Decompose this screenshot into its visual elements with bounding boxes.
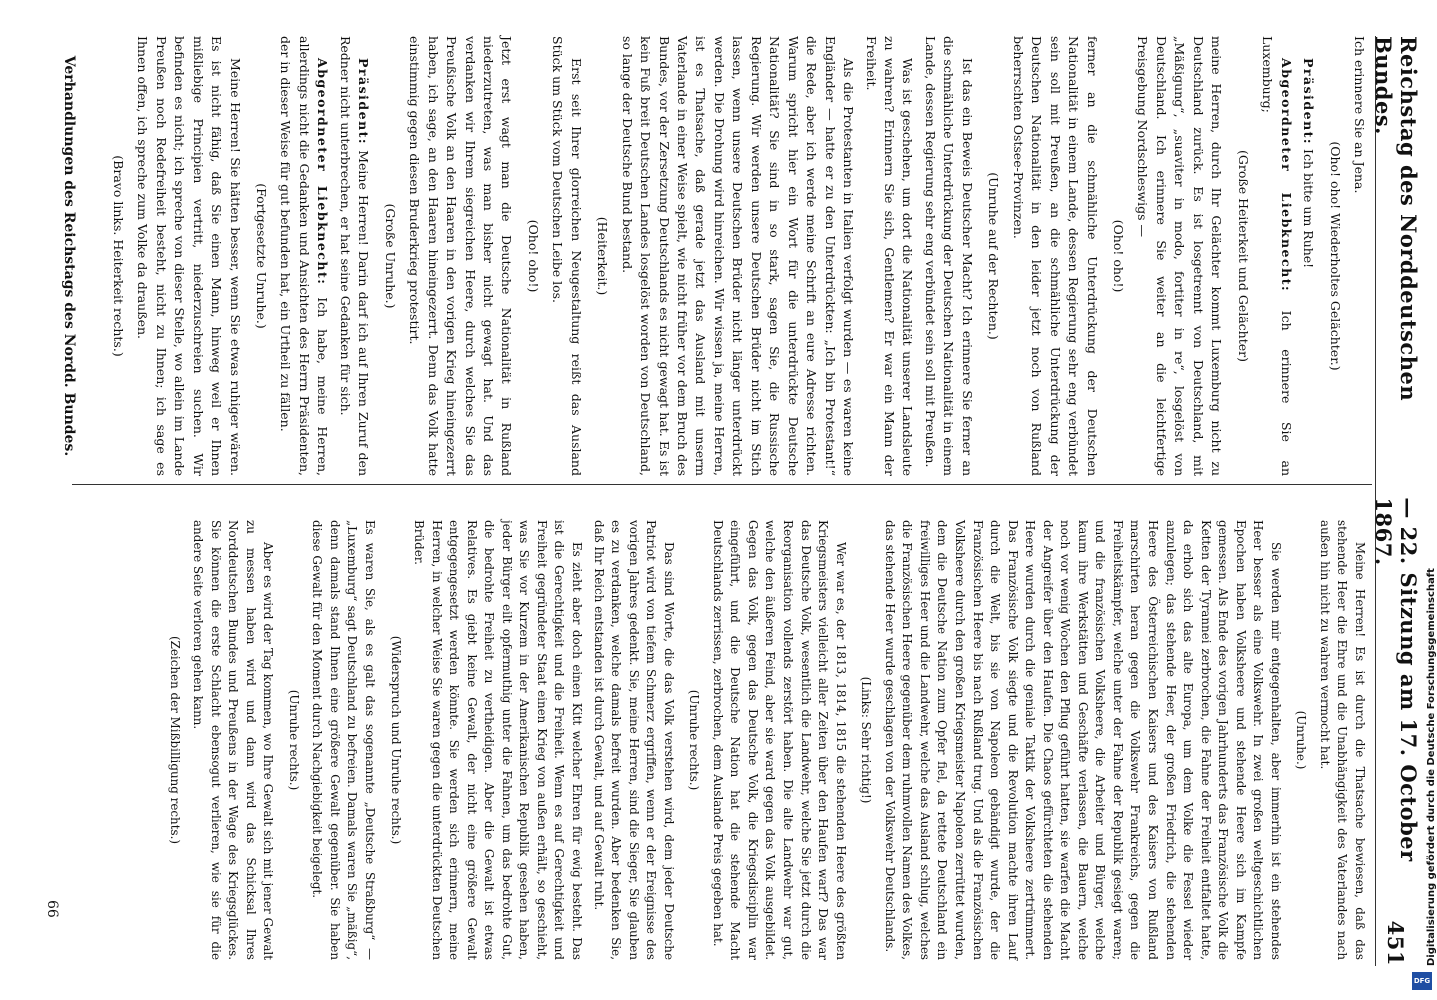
speech-text: Ich erinnere Sie an Luxemburg; xyxy=(1260,36,1294,476)
stage-direction: (Zeichen der Mißbilligung rechts.) xyxy=(167,635,182,845)
stage-direction: (Heiterkeit.) xyxy=(595,216,611,296)
stage-direction: (Widerspruch und Unruhe rechts.) xyxy=(388,635,403,845)
speaker-name: Präsident: xyxy=(1301,58,1317,146)
signature-line: Verhandlungen des Reichstags des Nordd. Bundes. xyxy=(61,55,77,457)
stage-direction: (Große Heiterkeit und Gelächter) xyxy=(1235,150,1251,362)
stage-direction: (Unruhe rechts.) xyxy=(687,689,702,791)
speech-text: Meine Herren! Darin darf ich auf Ihren Zuruf den Redner nicht unterbrechen, er hat seine Gedanken für sich. xyxy=(337,36,372,476)
paragraph: Es zieht aber doch einen Kitt welcher Ehren für ewig besteht. Das ist die Gerechtigkeit und die Freiheit. Wenn es auf Gerechtigkeit und Freiheit gegründeter Staat einen Krieg von außen erhält, so geschieht, was Sie vor Kurzem in der Amerikanischen Republik gesehen haben, jeder Bürger eilt opfermuthig unter die Fahnen, um das bedrohte Gut, die bedrohte Freiheit zu vertheidigen. Aber die Gewalt ist etwas Relatives. Es giebt keine Gewalt, der nicht eine größere Gewalt entgegengesetzt werden könnte. Sie werden sich erinnern, meine Herren, in welcher Weise Sie waren gegen die unterdrückten Deutschen Brüder. xyxy=(412,520,585,960)
speaker-name: Abgeordneter Liebknecht: xyxy=(1278,58,1294,293)
speech-paragraph xyxy=(335,36,372,476)
header-page-number: 451 xyxy=(1383,920,1409,966)
stage-direction: (Fortgesetzte Unruhe.) xyxy=(253,183,269,329)
stage-direction: (Bravo links. Heiterkeit rechts.) xyxy=(110,155,126,357)
running-header xyxy=(1371,36,1421,966)
paragraph: Meine Herren! Es ist durch die Thatsache bewiesen, daß das stehende Heer die Ehre und die Unabhängigkeit des Vaterlandes nach außen hin nicht zu wahren vermocht hat. xyxy=(1317,520,1367,960)
paragraph: Sie werden mir entgegenhalten, aber immerhin ist ein stehendes Heer besser als eine Volkswehr. In zwei großen weltgeschichtlichen Epochen haben Volksheere und stehende Heere sich im Kampfe gemessen. Als Ende des vorigen Jahrhunderts das Französische Volk die Ketten der Tyrannei zerbrochen, die Fahne der Freiheit entfaltet hatte, da erhob sich das alte Europa, um dem Volke die Fessel wieder anzulegen; das stehende Heer, der großen Friedrich, die stehenden Heere des Österreichischen Kaisers und des Kaisers von Rußland marschirten heran gegen die Volkswehr Frankreichs, gegen die Freiheitskämpfer, welche unter der Fahne der Republik gesiegt waren; und die französischen Volksheere, die Arbeiter und Bürger, welche kaum ihre Werkstätten und Geschäfte verlassen, die Bauern, welche noch vor wenig Wochen den Pflug geführt hatten, sie warfen die Macht der Angreifer über den Haufen. Die Chaos gefürchteten die stehenden Heere wurden durch die geniale Taktik der Volksheere zertrümmert. Das Französische Volk siegte und die Revolution machte ihren Lauf durch die Welt, bis sie von Napoleon gebändigt wurde, der die Französischen Heere bis nach Rußland trug. Und als die Französischen Volksheere durch den großen Kriegsmeister Napoleon zerrüttet wurden, dem die Deutsche Nation zum Opfer fiel, da rettete Deutschland ein freiwilliges Heer und die Landwehr, welche das Ausland schlug, welches die Französischen Heere gegenüber dem ruhmvollen Namen des Volkes, das stehende Heer wurde geschlagen von der Volkswehr Deutschlands. xyxy=(882,520,1283,960)
stage-direction: (Unruhe.) xyxy=(1294,710,1309,770)
paragraph: Aber es wird der Tag kommen, wo Ihre Gewalt sich mit jener Gewalt zu messen haben wird und dann wird das Schicksal Ihres Norddeutschen Bundes und Preußens in der Wage des Kriegsglückes. Sie können die erste Schlacht ebensogut verlieren, wie sie für die andere Seite verloren gehen kann. xyxy=(191,520,276,960)
speech-text: Ich bitte um Ruhe! xyxy=(1301,145,1317,269)
stage-direction: (Große Unruhe.) xyxy=(382,203,398,309)
header-title: Reichstag des Norddeutschen Bundes. xyxy=(1371,36,1421,402)
header-session: — 22. Sitzung am 17. October 1867. xyxy=(1371,497,1421,862)
stage-direction: (Unruhe rechts.) xyxy=(286,689,301,791)
paragraph: Ist das ein Beweis Deutscher Macht? Ich erinnere Sie ferner an die schmähliche Unterdrückung der Deutschen Nationalität in einem Lande, dessen Regierung sehr eng verbündet sein soll mit Preußen. xyxy=(922,36,975,476)
paragraph: Es waren Sie, als es galt das sogenannte „Deutsche Straßburg“ — „Luxemburg“ sagt Deutschland zu befreien. Damals waren Sie „mäßig“, denn damals stand Ihnen eine größere Gewalt gegenüber. Sie haben diese Gewalt für den Moment durch Nachgiebigkeit beigelegt. xyxy=(310,520,378,960)
stage-direction: (Oho! oho! Wiederholtes Gelächter.) xyxy=(1327,141,1343,371)
paragraph: ferner an die schmähliche Unterdrückung der Deutschen Nationalität in einem Lande, dessen Regierung sehr eng verbündet sein soll mit Preußen, an die schmähliche Unterdrückung der Deutschen Nationalität in den leider jetzt noch von Rußland beherrschten Ostsee-Provinzen. xyxy=(1010,36,1100,476)
speaker-name: Abgeordneter Liebknecht: xyxy=(315,58,331,286)
speech-text: Ich habe, meine Herren, allerdings nicht die Gedanken und Ansichten des Herrn Präsidenten, der in dieser Weise für gut befunden hat, ein Urtheil zu fällen. xyxy=(278,36,331,476)
dfg-logo: DFG xyxy=(1412,972,1432,990)
left-column xyxy=(68,36,1368,476)
paragraph: Ich erinnere Sie an Jena. xyxy=(1352,36,1367,194)
speech-paragraph xyxy=(1258,36,1295,476)
sheet-number: 66 xyxy=(44,900,60,918)
paragraph: Wer war es, der 1813, 1814, 1815 die stehenden Heere des größten Kriegsmeisters vielleicht aller Zeiten über den Haufen warf? Das war das Deutsche Volk, wesentlich die Landwehr, welche Sie jetzt durch die Reorganisation vollends zerstört haben. Die alte Landwehr war gut, welche den äußeren Feind, aber sie ward gegen das Volk ausgebildet. Gegen das Volk, gegen das Deutsche Volk, die Kriegsdisciplin war eingeführt, und die Deutsche Nation hat die stehende Macht Deutschlands zerrissen, zerbrochen, dem Auslande Preis gegeben hat. xyxy=(710,520,848,960)
stage-direction: (Oho! oho!) xyxy=(525,219,541,293)
stage-direction: (Links: Sehr richtig!) xyxy=(859,676,874,804)
paragraph: Meine Herren! Sie hätten besser, wenn Sie etwas ruhiger wären. Es ist nicht fähig, daß Sie einen Mann, hinweg weil er Ihnen mißliebige Principien vertritt, niederzuschreien suchen. Wir befinden es nicht; ich spreche von dieser Stelle, wo allein im Lande Preußen noch Redefreiheit besteht, nicht zu Ihnen; ich sage es Ihnen offen, ich spreche zum Volke da draußen. xyxy=(135,36,243,476)
column-divider xyxy=(72,484,1372,485)
speech-paragraph xyxy=(1299,36,1317,476)
paragraph: Als die Protestanten in Italien verfolgt wurden — es waren keine Engländer — hatte er zu den Unterdrückten: „Ich bin Protestant!“ die Rede, aber ich werde meine Schrift an eure Adresse richten. Warum spricht hier ein Wort für die unterdrückte Deutsche Nationalität? Sie sind in so stark, sagen Sie, die Russische Regierung. Wir werden unsere Deutschen Brüder nicht im Stich lassen, wenn unsere Deutschen Brüder nicht länger unterdrückt werden. Die Drohung wird hinreichen. Wir wissen ja, meine Herren, ist es Thatsache, daß gerade jetzt das Ausland mit unserm Vaterlande in einer Weise spielt, wie nicht früher vor dem Bruch des Bundes, vor der Zersetzung Deutschlands es nicht gewagt hat. Es ist kein Fuß breit Deutschen Landes losgelöst worden von Deutschland, so lange der Deutsche Bund bestand. xyxy=(619,36,857,476)
speech-paragraph xyxy=(276,36,331,476)
digitization-credit: Digitalisierung gefördert durch die Deutsche Forschungsgemeinschaft xyxy=(1426,568,1437,966)
right-column xyxy=(128,520,1368,960)
paragraph: Jetzt erst wagt man die Deutsche Nationalität in Rußland niederzutreten, was man bisher nicht gewagt hat. Und das verdanken wir Ihrem siegreichen Heere, durch welches Sie das Preußische Volk an den Haaren in den vorigen Krieg hineingezerrt haben, ich sage, an den Haaren hineingezerrt. Denn das Volk hatte einstimmig gegen diesen Bruderkrieg protestirt. xyxy=(407,36,515,476)
stage-direction: (Unruhe auf der Rechten.) xyxy=(986,172,1002,340)
paragraph: meine Herren, durch Ihr Gelächter kommt Luxemburg nicht zu Deutschland zurück. Es ist losgetrennt von Deutschland, mit „Mäßigung“, „suaviter in modo, fortiter in re“, losgelöst von Deutschland. Ich erinnere Sie weiter an die leichtfertige Preisgebung Nordschleswigs — xyxy=(1135,36,1225,476)
speaker-name: Präsident: xyxy=(356,58,372,146)
stage-direction: (Oho! oho!) xyxy=(1111,219,1127,293)
paragraph: Was ist geschehen, um dort die Nationalität unserer Landsleute zu wahren? Erinnern Sie sich, Gentlemen? Er war ein Mann der Freiheit. xyxy=(863,36,916,476)
paragraph: Das sind Worte, die das Volk verstehen wird, dem jeder Deutsche Patriot wird von tiefem Schmerz ergriffen, wenn er der Ereignisse des vorigen Jahres gedenkt. Sie, meine Herren, sind die Sieger, Sie glauben es zu verdanken, welche damals befreit wurden. Aber bedenken Sie, daß Ihr Reich entstanden ist durch Gewalt, und auf Gewalt ruht. xyxy=(591,520,676,960)
paragraph: Erst seit Ihrer glorreichen Neugestaltung reißt das Ausland Stück um Stück vom Deutschen Leibe los. xyxy=(550,36,584,476)
